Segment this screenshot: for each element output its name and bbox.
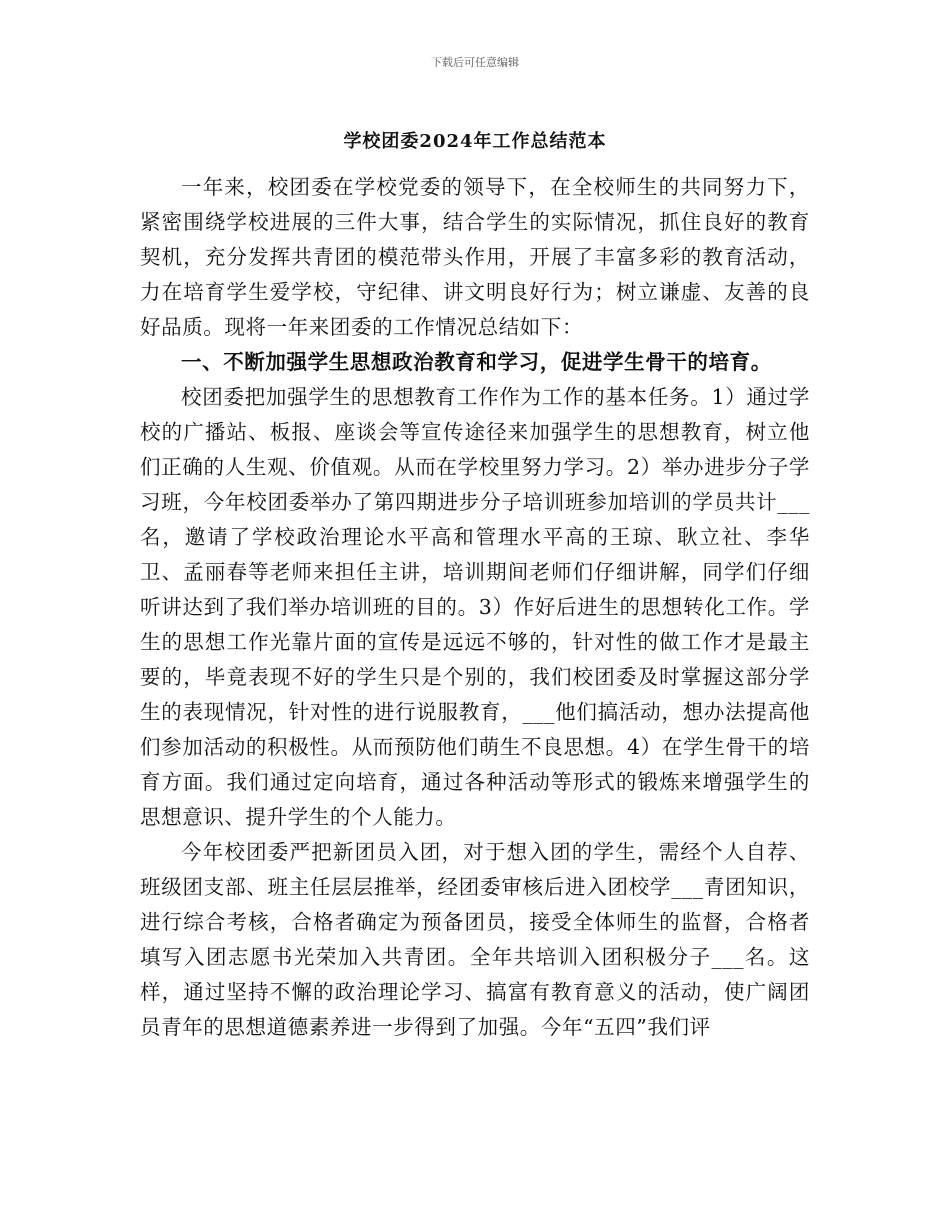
document-title: 学校团委2024年工作总结范本 <box>343 131 607 152</box>
section-1-paragraph-2: 今年校团委严把新团员入团，对于想入团的学生，需经个人自荐、班级团支部、班主任层层推举，经团委审核后进入团校学___青团知识，进行综合考核，合格者确定为预备团员，接受全体师生的监督，合格者填写入团志愿书光荣加入共青团。全年共培训入团积极分子___名。这样，通过坚持不懈的政治理论学习、搞富有教育意义的活动，使广阔团员青年的思想道德素养进一步得到了加强。今年“五四”我们评 <box>140 840 810 1039</box>
section-heading-1: 一、不断加强学生思想政治教育和学习，促进学生骨干的培育。 <box>181 350 772 374</box>
intro-paragraph: 一年来，校团委在学校党委的领导下，在全校师生的共同努力下，紧密围绕学校进展的三件大事，结合学生的实际情况，抓住良好的教育契机，充分发挥共青团的模范带头作用，开展了丰富多彩的教育活动，力在培育学生爱学校，守纪律、讲文明良好行为；树立谦虚、友善的良好品质。现将一年来团委的工作情况总结如下： <box>140 175 810 339</box>
section-1-paragraph-1: 校团委把加强学生的思想教育工作作为工作的基本任务。1）通过学校的广播站、板报、座谈会等宣传途径来加强学生的思想教育，树立他们正确的人生观、价值观。从而在学校里努力学习。2）举办进步分子学习班，今年校团委举办了第四期进步分子培训班参加培训的学员共计___名，邀请了学校政治理论水平高和管理水平高的王琼、耿立社、李华卫、孟丽春等老师来担任主讲，培训期间老师们仔细讲解，同学们仔细听讲达到了我们举办培训班的目的。3）作好后进生的思想转化工作。学生的思想工作光靠片面的宣传是远远不够的，针对性的做工作才是最主要的，毕竟表现不好的学生只是个别的，我们校团委及时掌握这部分学生的表现情况，针对性的进行说服教育，___他们搞活动，想办法提高他们参加活动的积极性。从而预防他们萌生不良思想。4）在学生骨干的培育方面。我们通过定向培育，通过各种活动等形式的锻炼来增强学生的思想意识、提升学生的个人能力。 <box>140 385 810 829</box>
document-body <box>140 170 810 1045</box>
header-note: 下载后可任意编辑 <box>431 56 519 69</box>
